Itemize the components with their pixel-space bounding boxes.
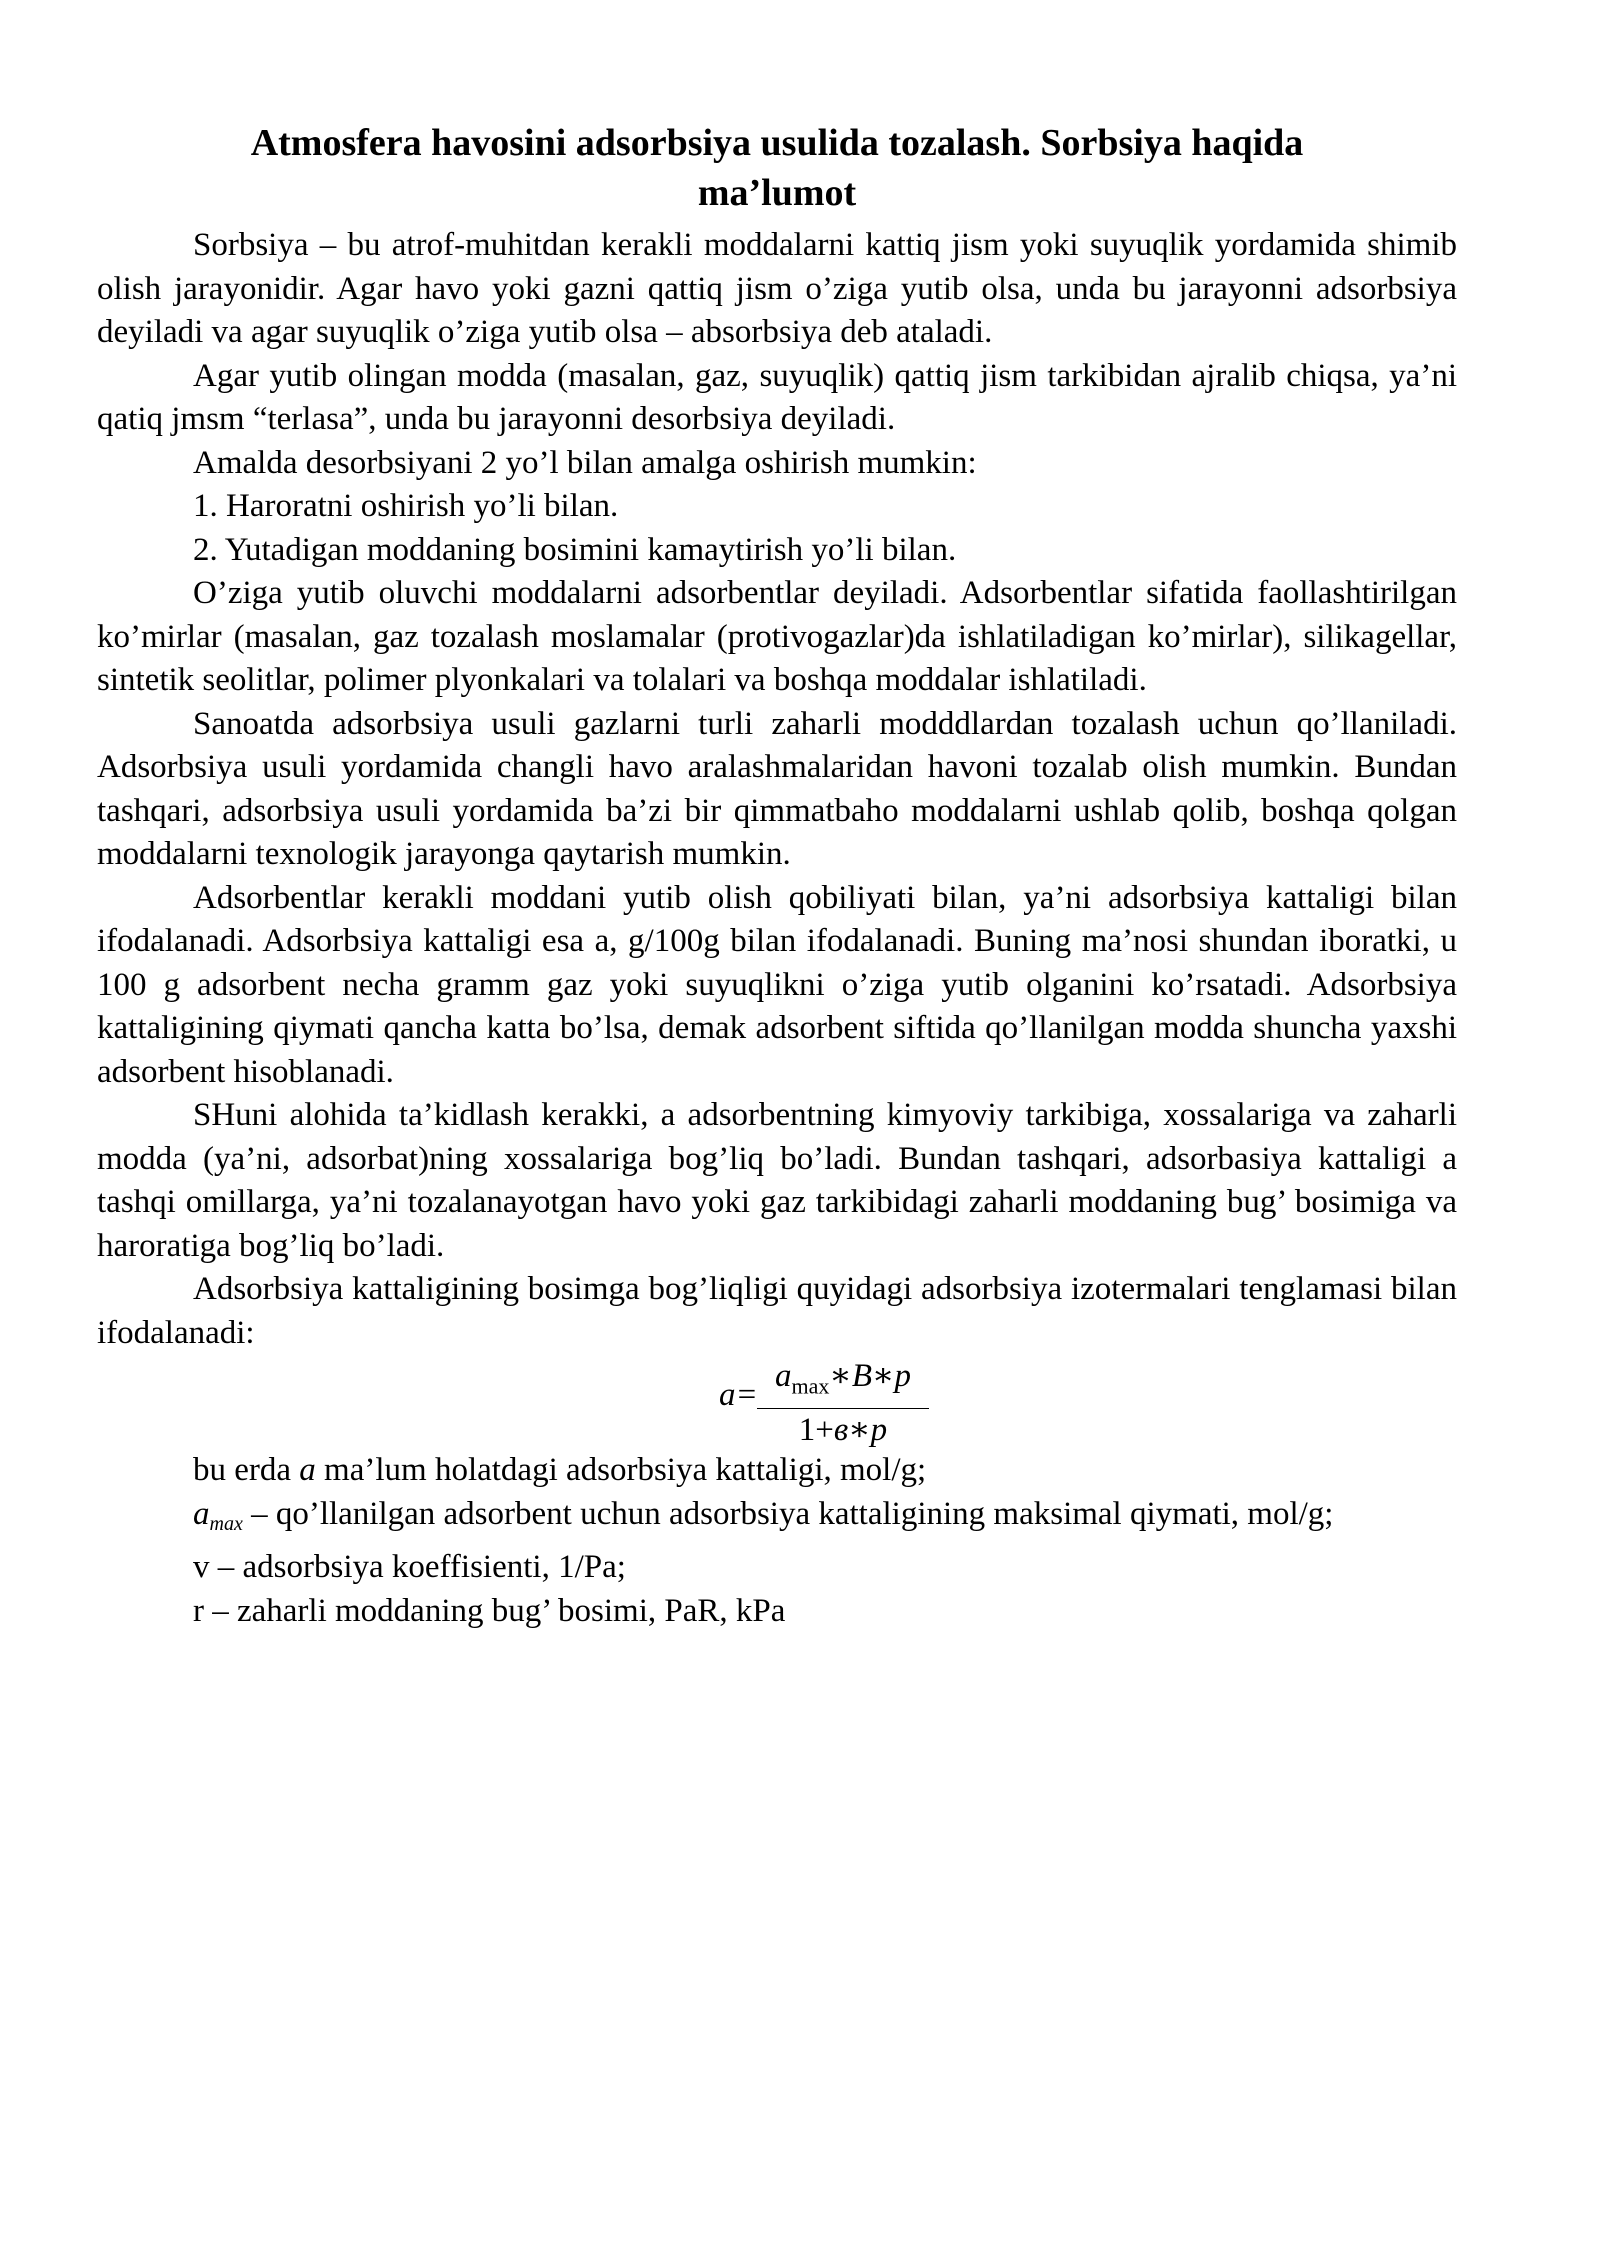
document-page <box>97 118 1457 1633</box>
paragraph-desorbsiya: Agar yutib olingan modda (masalan, gaz, suyuqlik) qattiq jism tarkibidan ajralib chiqsa, ya’ni qatiq jmsm “terlasa”, unda bu jarayonni desorbsiya deyiladi. <box>97 357 1457 437</box>
document-title: Atmosfera havosini adsorbsiya usulida tozalash. Sorbsiya haqida ma’lumot <box>250 122 1304 214</box>
formula-numerator: $a_{max}∗B∗p$ <box>757 1355 929 1409</box>
paragraph-sanoatda: Sanoatda adsorbsiya usuli gazlarni turli zaharli modddlardan tozalash uchun qo’llaniladi. Adsorbsiya usuli yordamida changli havo aralashmalaridan havoni tozalab olish mumkin. Bundan tashqari, adsorbsiya usuli yordamida ba’zi bir qimmatbaho moddalarni ushlab qolib, boshqa qolgan moddalarni texnologik jarayonga qaytarish mumkin. <box>97 705 1457 872</box>
adsorption-isotherm-formula <box>97 1355 1457 1449</box>
definition-r: r – zaharli moddaning bug’ bosimi, PaR, kPa <box>193 1592 786 1629</box>
definition-v: v – adsorbsiya koeffisienti, 1/Pa; <box>193 1549 626 1585</box>
paragraph-sorbsiya-definition: Sorbsiya – bu atrof-muhitdan kerakli moddalarni kattiq jism yoki suyuqlik yordamida shimib olish jarayonidir. Agar havo yoki gazni qattiq jism o’ziga yutib olsa, unda bu jarayonni adsorbsiya deyiladi va agar suyuqlik o’ziga yutib olsa – absorbsiya deb ataladi. <box>97 227 1457 350</box>
formula-fraction <box>757 1355 929 1451</box>
paragraph-adsorbentlar: O’ziga yutib oluvchi moddalarni adsorbentlar deyiladi. Adsorbentlar sifatida faollashtirilgan ko’mirlar (masalan, gaz tozalash moslamalar (protivogazlar)da ishlatiladigan ko’mirlar), silikagellar, sintetik seolitlar, polimer plyonkalari va tolalari va boshqa moddalar ishlatiladi. <box>97 575 1457 698</box>
paragraph-adsorbsiya-kattaligi: Adsorbentlar kerakli moddani yutib olish qobiliyati bilan, ya’ni adsorbsiya kattaligi bilan ifodalanadi. Adsorbsiya kattaligi esa a, g/100g bilan ifodalanadi. Buning ma’nosi shundan iboratki, u 100 g adsorbent necha gramm gaz yoki suyuqlikni o’ziga yutib olganini ko’rsatadi. Adsorbsiya kattaligining qiymati qancha katta bo’lsa, demak adsorbent siftida qo’llanilgan modda shuncha yaxshi adsorbent hisoblanadi. <box>97 879 1457 1090</box>
formula-lhs: a= <box>719 1377 758 1413</box>
formula-denominator: 1+в∗p <box>798 1411 888 1448</box>
paragraph-shuni-alohida: SHuni alohida ta’kidlash kerakki, a adsorbentning kimyoviy tarkibiga, xossalariga va zaharli modda (ya’ni, adsorbat)ning xossalariga bog’liq bo’ladi. Bundan tashqari, adsorbasiya kattaligi a tashqi omillarga, ya’ni tozalanayotgan havo yoki gaz tarkibidagi zaharli moddaning bug’ bosimiga va haroratiga bog’liq bo’ladi. <box>97 1097 1457 1264</box>
paragraph-izoterma-intro: Adsorbsiya kattaligining bosimga bog’liqligi quyidagi adsorbsiya izotermalari tenglamasi bilan ifodalanadi: <box>97 1271 1457 1351</box>
list-item-1: 1. Haroratni oshirish yo’li bilan. <box>193 488 619 524</box>
definition-a: bu erda a ma’lum holatdagi adsorbsiya kattaligi, mol/g; <box>193 1452 927 1488</box>
definition-amax: amax – qo’llanilgan adsorbent uchun adsorbsiya kattaligining maksimal qiymati, mol/g; <box>193 1495 1334 1535</box>
list-item-2: 2. Yutadigan moddaning bosimini kamaytirish yo’li bilan. <box>193 531 957 568</box>
paragraph-desorbsiya-methods: Amalda desorbsiyani 2 yo’l bilan amalga oshirish mumkin: <box>193 444 977 481</box>
